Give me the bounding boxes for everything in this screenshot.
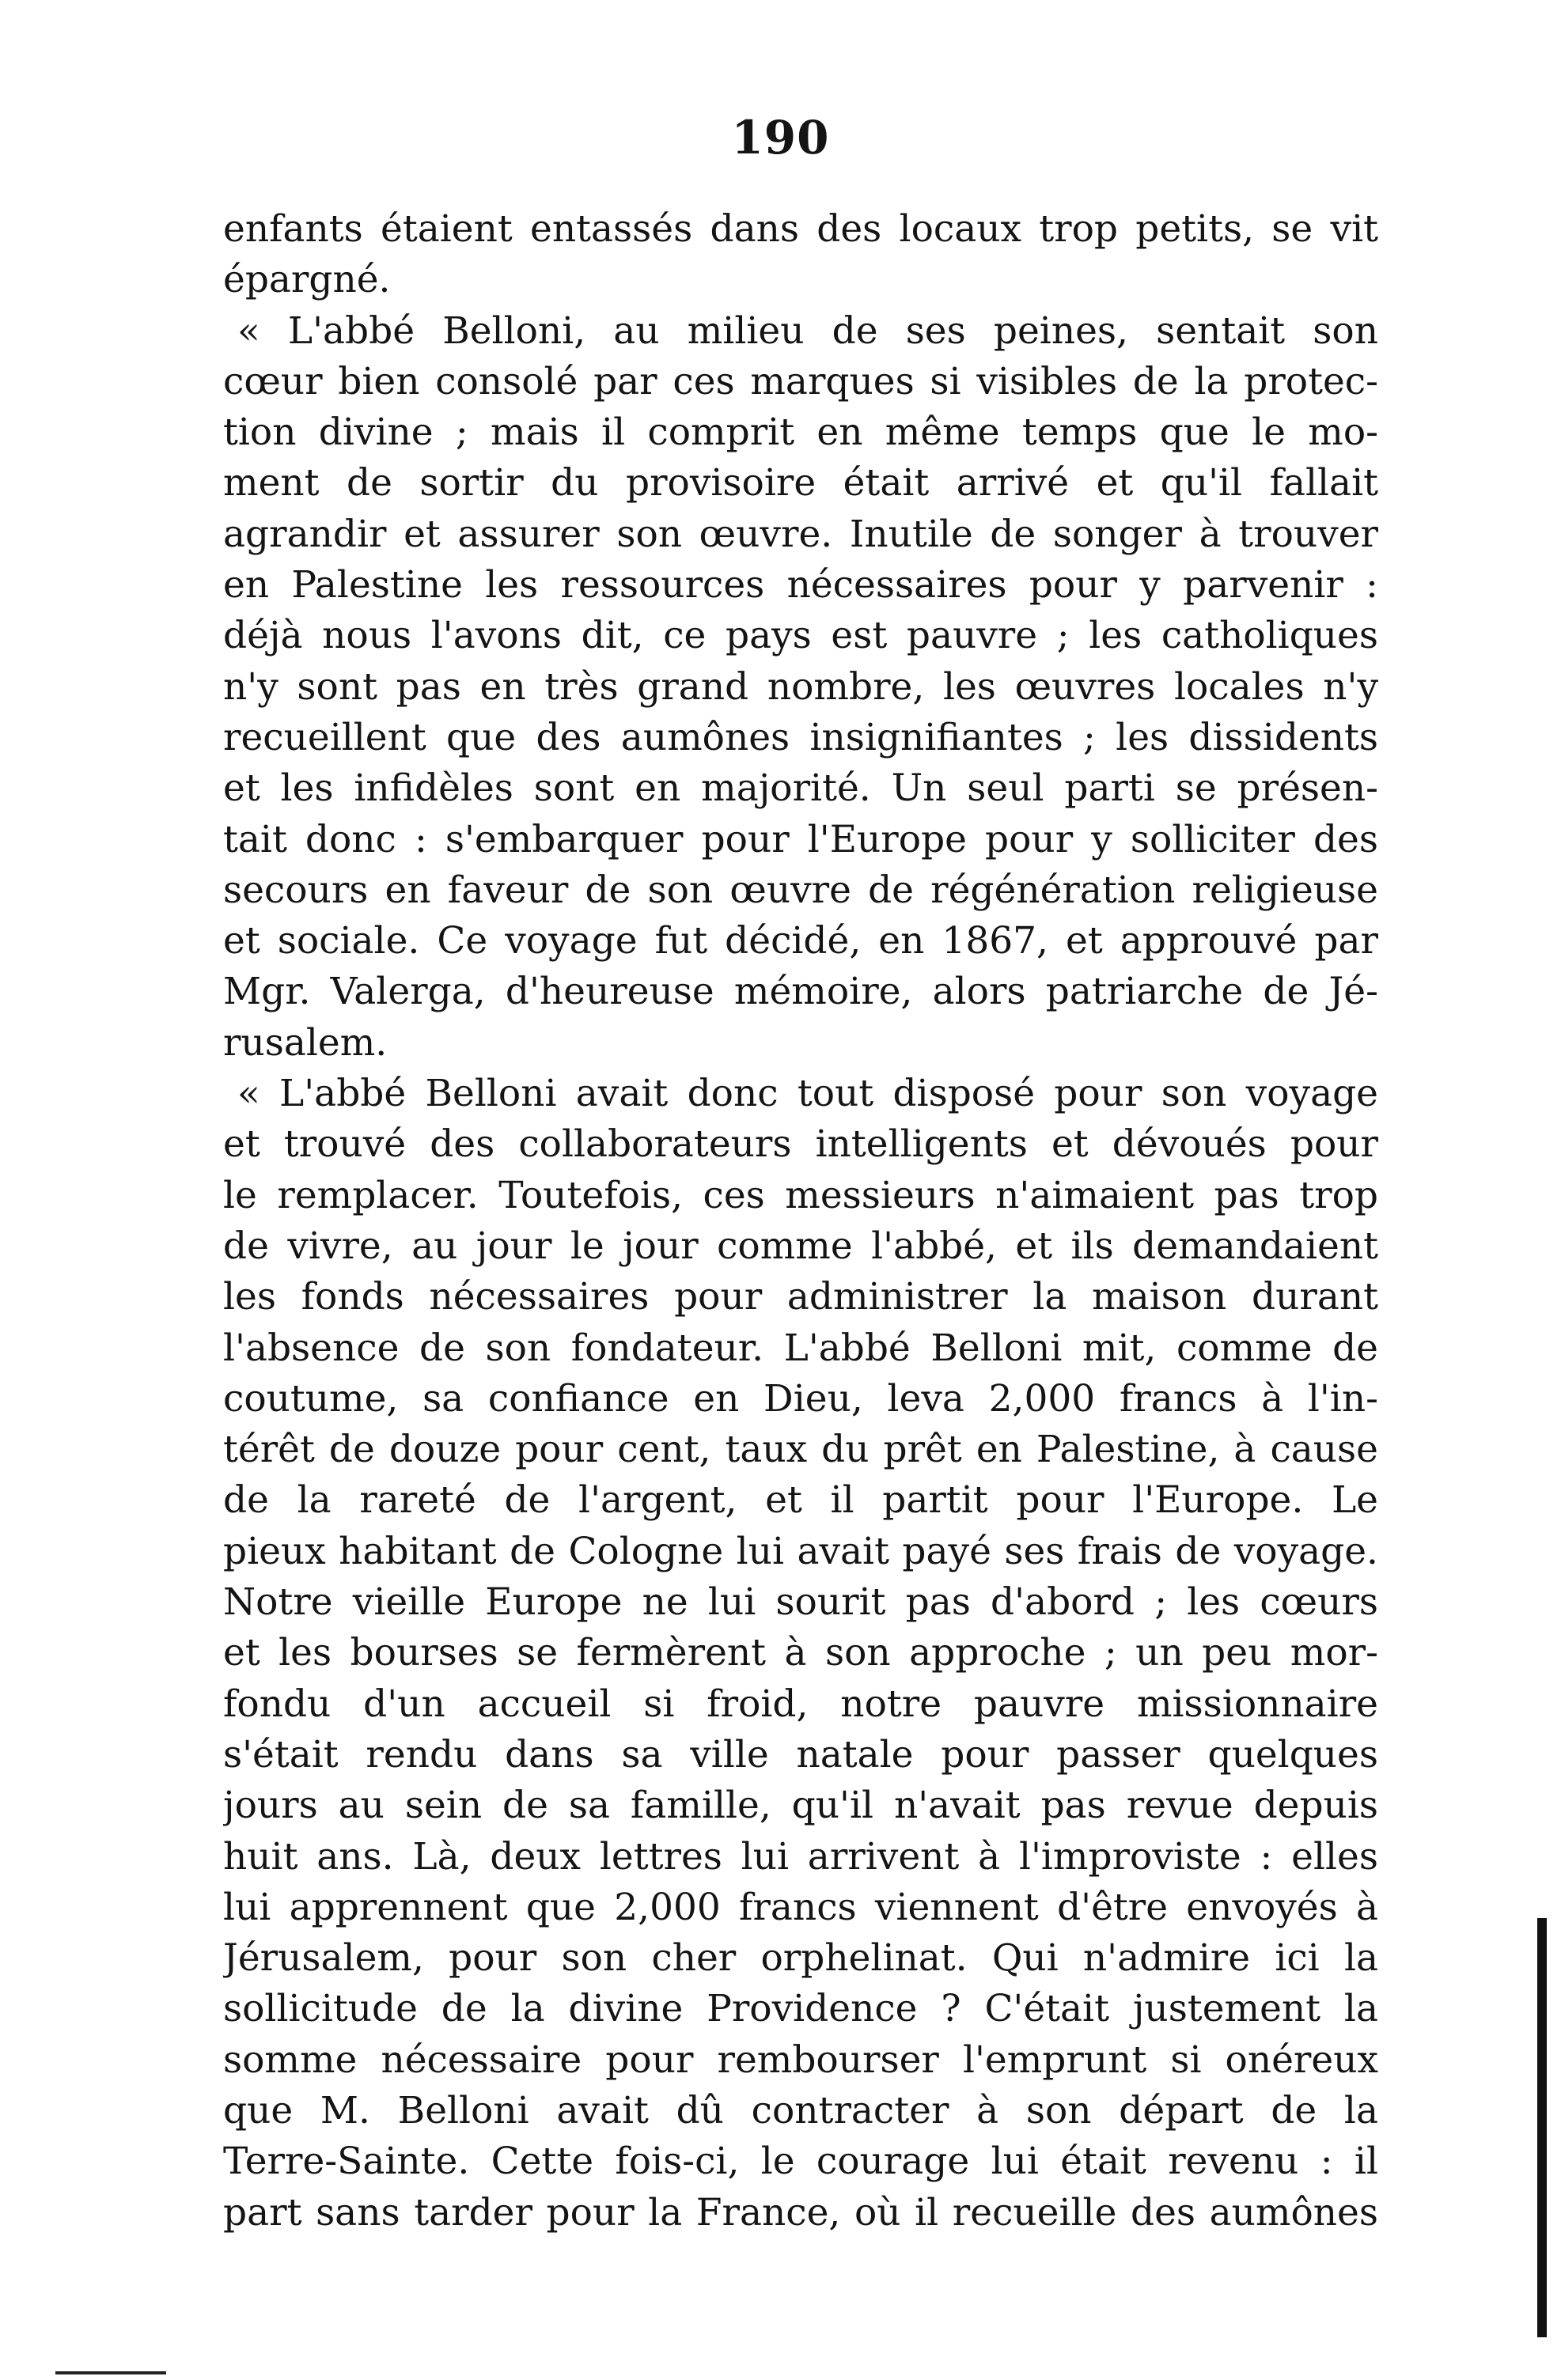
text-line: le remplacer. Toutefois, ces messieurs n'aimaient pas trop xyxy=(223,1173,1378,1217)
text-line: huit ans. Là, deux lettres lui arrivent à l'improviste : elles xyxy=(223,1834,1378,1879)
text-line: térêt de douze pour cent, taux du prêt en Palestine, à cause xyxy=(223,1428,1378,1472)
paragraph-start-line: « L'abbé Belloni, au milieu de ses peines, sentait son xyxy=(237,308,1378,353)
text-line: jours au sein de sa famille, qu'il n'avait pas revue depuis xyxy=(223,1784,1378,1828)
text-line: s'était rendu dans sa ville natale pour passer quelques xyxy=(223,1732,1378,1776)
text-line: en Palestine les ressources nécessaires pour y parvenir : xyxy=(223,563,1378,607)
text-line: Mgr. Valerga, d'heureuse mémoire, alors patriarche de Jé- xyxy=(223,970,1378,1014)
text-line: et les bourses se fermèrent à son approche ; un peu mor- xyxy=(223,1631,1378,1675)
text-line: part sans tarder pour la France, où il recueille des aumônes xyxy=(223,2190,1378,2234)
text-line: fondu d'un accueil si froid, notre pauvre missionnaire xyxy=(223,1682,1378,1726)
text-line: épargné. xyxy=(223,258,391,302)
text-line: l'absence de son fondateur. L'abbé Belloni mit, comme de xyxy=(223,1326,1378,1370)
text-line: sollicitude de la divine Providence ? C'était justement la xyxy=(223,1987,1378,2031)
text-line: pieux habitant de Cologne lui avait payé ses frais de voyage. xyxy=(223,1529,1378,1573)
text-line: et sociale. Ce voyage fut décidé, en 1867, et approuvé par xyxy=(223,919,1378,963)
text-line: secours en faveur de son œuvre de régénération religieuse xyxy=(223,868,1378,912)
text-line: rusalem. xyxy=(223,1020,388,1065)
text-line: somme nécessaire pour rembourser l'emprunt si onéreux xyxy=(223,2038,1378,2082)
text-line: enfants étaient entassés dans des locaux trop petits, se vit xyxy=(223,207,1378,251)
text-line: tion divine ; mais il comprit en même temps que le mo- xyxy=(223,411,1378,455)
text-line: recueillent que des aumônes insignifiantes ; les dissidents xyxy=(223,715,1378,759)
text-line: cœur bien consolé par ces marques si visibles de la protec- xyxy=(223,359,1378,403)
body-text xyxy=(223,204,1378,2238)
text-line: agrandir et assurer son œuvre. Inutile de songer à trouver xyxy=(223,512,1378,556)
scan-margin-bar xyxy=(1537,1918,1547,2337)
text-line: que M. Belloni avait dû contracter à son départ de la xyxy=(223,2088,1378,2132)
text-line: de la rareté de l'argent, et il partit pour l'Europe. Le xyxy=(223,1478,1378,1523)
scan-bottom-rule xyxy=(55,2371,166,2374)
text-line: Terre-Sainte. Cette fois-ci, le courage lui était revenu : il xyxy=(223,2140,1378,2184)
text-line: de vivre, au jour le jour comme l'abbé, et ils demandaient xyxy=(223,1224,1378,1268)
text-line: et trouvé des collaborateurs intelligents et dévoués pour xyxy=(223,1122,1378,1167)
text-line: les fonds nécessaires pour administrer la maison durant xyxy=(223,1275,1378,1319)
text-line: et les infidèles sont en majorité. Un seul parti se présen- xyxy=(223,766,1378,811)
text-line: coutume, sa confiance en Dieu, leva 2,000 francs à l'in- xyxy=(223,1376,1378,1421)
text-line: lui apprennent que 2,000 francs viennent d'être envoyés à xyxy=(223,1885,1378,1929)
text-line: ment de sortir du provisoire était arrivé et qu'il fallait xyxy=(223,461,1378,505)
text-line: Jérusalem, pour son cher orphelinat. Qui n'admire ici la xyxy=(223,1936,1378,1981)
text-line: tait donc : s'embarquer pour l'Europe pour y solliciter des xyxy=(223,817,1378,861)
page-number: 190 xyxy=(731,111,830,165)
text-line: Notre vieille Europe ne lui sourit pas d'abord ; les cœurs xyxy=(223,1580,1378,1625)
text-line: déjà nous l'avons dit, ce pays est pauvre ; les catholiques xyxy=(223,614,1378,658)
text-line: n'y sont pas en très grand nombre, les œuvres locales n'y xyxy=(223,664,1378,709)
paragraph-start-line: « L'abbé Belloni avait donc tout disposé pour son voyage xyxy=(237,1072,1378,1116)
